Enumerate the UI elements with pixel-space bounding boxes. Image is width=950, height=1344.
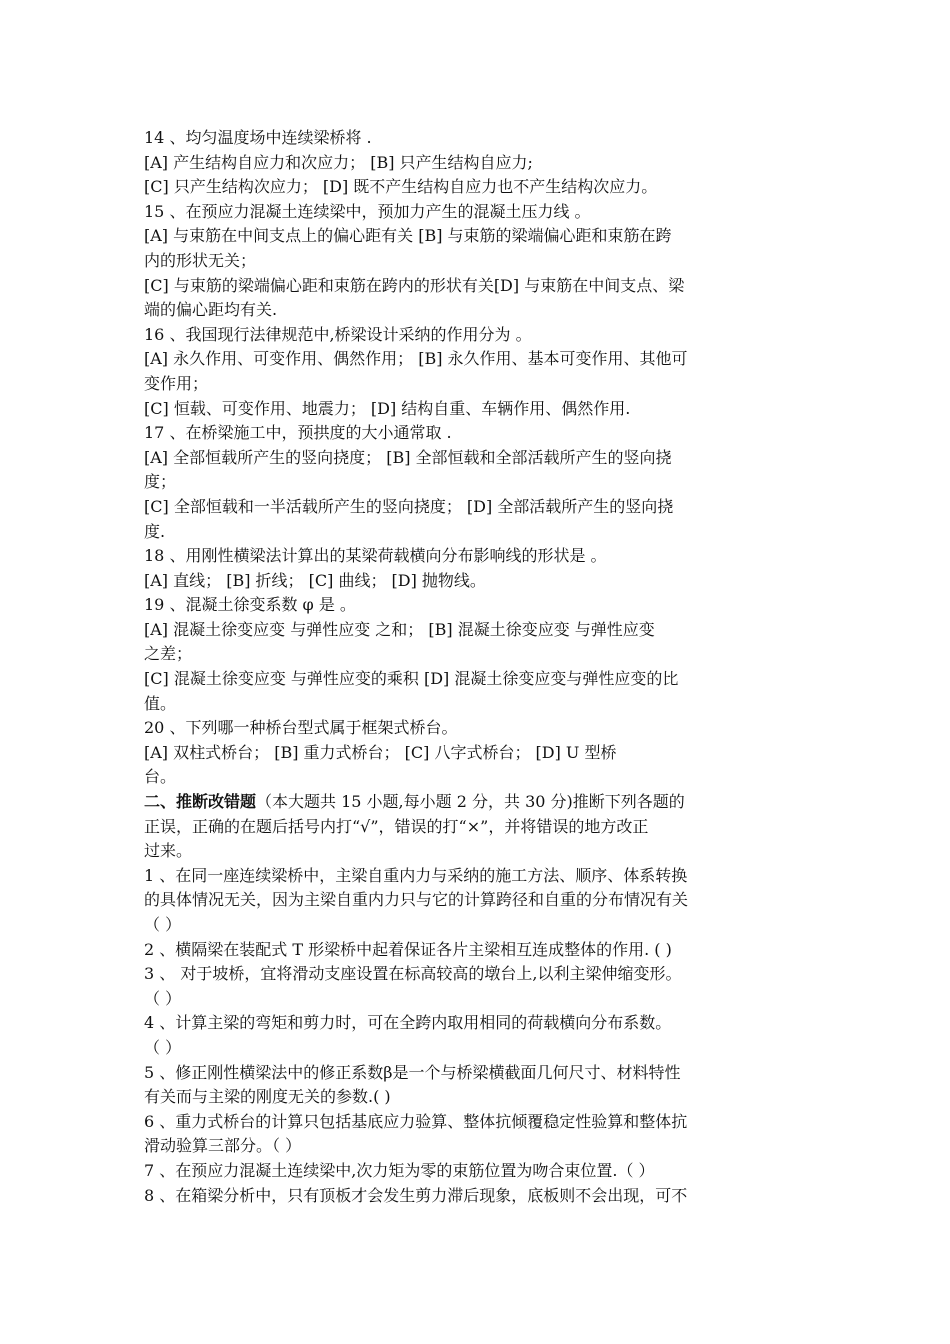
question-17-options-line-4: 度. <box>144 521 166 541</box>
question-16-options-line-1: [A] 永久作用、可变作用、偶然作用； [B] 永久作用、基本可变作用、其他可 <box>144 349 688 369</box>
item-7: 7 、在预应力混凝土连续梁中,次力矩为零的束筋位置为吻合束位置.（ ） <box>144 1160 655 1180</box>
item-1-line-2: 的具体情况无关，因为主梁自重内力只与它的计算跨径和自重的分布情况有关 <box>144 890 689 910</box>
item-4-line-2: （ ） <box>144 1037 182 1057</box>
section-2-intro-line-1 <box>144 790 806 815</box>
item-4-line-1: 4 、计算主梁的弯矩和剪力时，可在全跨内取用相同的荷载横向分布系数。 <box>144 1013 672 1033</box>
question-20-options-line-1: [A] 双柱式桥台； [B] 重力式桥台； [C] 八字式桥台； [D] U 型桥 <box>144 742 617 762</box>
question-18-stem: 18 、用刚性横梁法计算出的某梁荷载横向分布影响线的形状是 。 <box>144 546 607 566</box>
question-17-options-line-3: [C] 全部恒载和一半活载所产生的竖向挠度； [D] 全部活载所产生的竖向挠 <box>144 496 674 516</box>
question-18-options: [A] 直线； [B] 折线； [C] 曲线； [D] 抛物线。 <box>144 570 486 590</box>
question-19-options-line-1: [A] 混凝土徐变应变 与弹性应变 之和； [B] 混凝土徐变应变 与弹性应变 <box>144 619 655 639</box>
item-3-line-1: 3 、 对于坡桥，宜将滑动支座设置在标高较高的墩台上,以利主梁伸缩变形。 <box>144 964 682 984</box>
section-2-heading: 二、推断改错题 <box>144 792 257 812</box>
question-17-stem: 17 、在桥梁施工中，预拱度的大小通常取 . <box>144 423 452 443</box>
item-1-line-3: （ ） <box>144 915 182 934</box>
item-5-line-2: 有关而与主梁的刚度无关的参数.( ) <box>144 1087 391 1107</box>
question-15-stem: 15 、在预应力混凝土连续梁中，预加力产生的混凝土压力线 。 <box>144 201 591 221</box>
item-2: 2 、横隔梁在装配式 T 形梁桥中起着保证各片主梁相互连成整体的作用. ( ) <box>144 939 672 959</box>
section-2-intro-line-3: 过来。 <box>144 841 193 861</box>
question-19-options-line-4: 值。 <box>144 693 177 713</box>
item-5-line-1: 5 、修正刚性横梁法中的修正系数β是一个与桥梁横截面几何尺寸、材料特性 <box>144 1062 681 1082</box>
question-16-options-line-3: [C] 恒载、可变作用、地震力； [D] 结构自重、车辆作用、偶然作用. <box>144 398 631 418</box>
question-14-options-ab: [A] 产生结构自应力和次应力； [B] 只产生结构自应力; <box>144 152 533 172</box>
item-3-line-2: （ ） <box>144 988 182 1008</box>
question-16-options-line-2: 变作用； <box>144 373 209 393</box>
question-20-stem: 20 、下列哪一种桥台型式属于框架式桥台。 <box>144 718 458 738</box>
question-19-stem: 19 、混凝土徐变系数 φ 是 。 <box>144 595 356 615</box>
question-14-stem: 14 、均匀温度场中连续梁桥将 . <box>144 128 372 147</box>
question-15-options-line-1: [A] 与束筋在中间支点上的偏心距有关 [B] 与束筋的梁端偏心距和束筋在跨 <box>144 226 672 246</box>
question-16-stem: 16 、我国现行法律规范中,桥梁设计采纳的作用分为 。 <box>144 324 532 344</box>
item-6-line-2: 滑动验算三部分。（ ） <box>144 1136 302 1156</box>
section-2-intro-text: （本大题共 15 小题,每小题 2 分，共 30 分)推断下列各题的 <box>256 792 685 812</box>
item-6-line-1: 6 、重力式桥台的计算只包括基底应力验算、整体抗倾覆稳定性验算和整体抗 <box>144 1111 688 1131</box>
question-17-options-line-1: [A] 全部恒载所产生的竖向挠度； [B] 全部恒载和全部活载所产生的竖向挠 <box>144 447 672 467</box>
question-15-options-line-4: 端的偏心距均有关. <box>144 300 278 320</box>
question-17-options-line-2: 度； <box>144 472 177 492</box>
question-19-options-line-2: 之差； <box>144 644 193 664</box>
item-1-line-1: 1 、在同一座连续梁桥中，主梁自重内力与采纳的施工方法、顺序、体系转换 <box>144 865 688 885</box>
question-15-options-line-2: 内的形状无关； <box>144 250 257 270</box>
question-19-options-line-3: [C] 混凝土徐变应变 与弹性应变的乘积 [D] 混凝土徐变应变与弹性应变的比 <box>144 669 679 689</box>
section-2-intro-line-2: 正误，正确的在题后括号内打“√”，错误的打“×”，并将错误的地方改正 <box>144 816 649 836</box>
question-15-options-line-3: [C] 与束筋的梁端偏心距和束筋在跨内的形状有关[D] 与束筋在中间支点、梁 <box>144 275 685 295</box>
document-page <box>144 126 806 1208</box>
item-8-line-1: 8 、在箱梁分析中，只有顶板才会发生剪力滞后现象，底板则不会出现，可不 <box>144 1185 688 1205</box>
question-20-options-line-2: 台。 <box>144 767 177 787</box>
question-14-options-cd: [C] 只产生结构次应力； [D] 既不产生结构自应力也不产生结构次应力。 <box>144 177 658 197</box>
